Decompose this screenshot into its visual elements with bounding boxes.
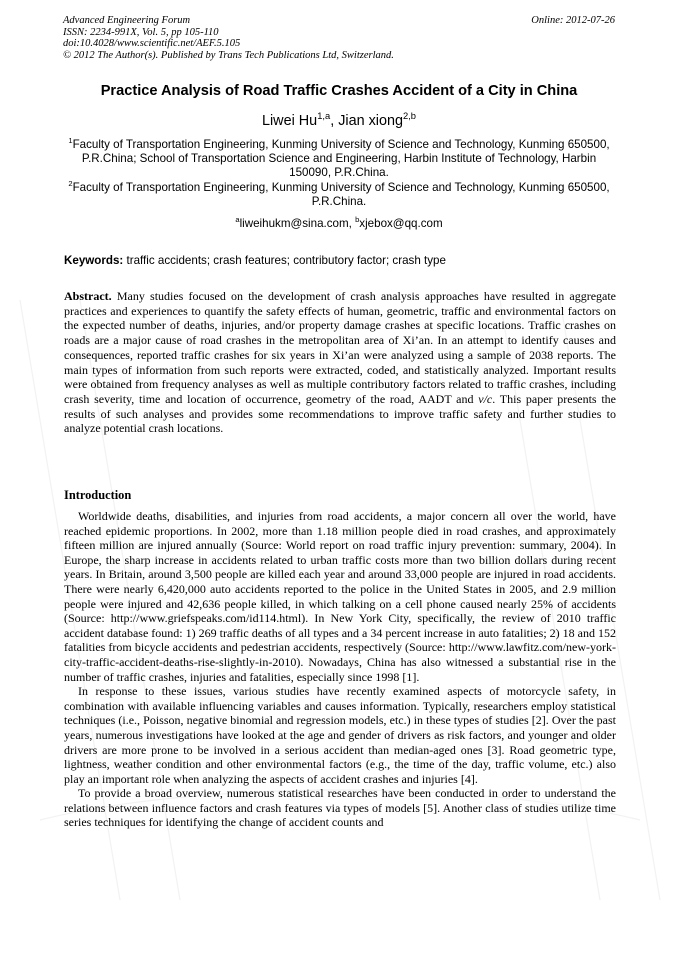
author-list: [40, 112, 638, 130]
author-emails: [64, 217, 614, 231]
journal-name: Advanced Engineering Forum: [63, 15, 191, 26]
author-name: Liwei Hu: [261, 113, 318, 129]
affiliation-text: Faculty of Transportation Engineering, Kunming University of Science and Technology, Kunming 650500, P.R.China.: [72, 181, 610, 209]
paragraph: Worldwide deaths, disabilities, and injuries from road accidents, a major concern all over the world, have reached epidemic proportions. In 2002, more than 1.18 million people died in road crashes, and approximately fifteen million are injured annually (Source: World report on road traffic injury prevention: summary, 2004). In Europe, the sharp increase in accidents related to urban traffic costs more than two billion dollars during recent years. In Britain, around 3,500 people are killed each year and around 33,000 people are injured in road accidents. There were nearly 6,420,000 auto accidents reported to the police in the United States in 2005, and 2.9 million people were injured and 42,636 people killed, in which talking on a cell phone caused nearly 25% of accidents (Source: http://www.griefspeaks.com/id114.html). In New York City, specifically, the review of 2010 traffic accident database found: 1) 269 traffic deaths of all types and a 34 percent increase in auto fatalities; 2) 18 and 152 fatalities from bicycle accidents and pedestrian accidents, respectively (Source: http://www.lawfitz.com/new-york-city-traffic-accident-deaths-rise-slightly-in-2010). Nowadays, China has also witnessed a substantial rise in the number of traffic crashes, injuries and fatalities, especially since 1998 [1].: [64, 509, 616, 684]
section-heading-introduction: Introduction: [64, 488, 132, 502]
email-marker: a: [235, 215, 240, 225]
affiliation-1: [64, 138, 614, 181]
paper-title: Practice Analysis of Road Traffic Crashes Accident of a City in China: [100, 83, 578, 99]
doi-line: doi:10.4028/www.scientific.net/AEF.5.105: [63, 38, 241, 49]
author-affiliation-marker: 1,a: [317, 111, 331, 122]
affiliation-text: Faculty of Transportation Engineering, Kunming University of Science and Technology, Kunming 650500, P.R.China; School of Transportation Science and Engineering, Harbin Institute of Technology, Harbin 150090, P.R.China.: [72, 138, 610, 180]
email-marker: b: [355, 215, 360, 225]
online-date: Online: 2012-07-26: [531, 15, 615, 26]
abstract: [64, 289, 616, 436]
affiliation-marker: 1: [68, 136, 73, 146]
paragraph: To provide a broad overview, numerous statistical researches have been conducted in order to understand the relations between influence factors and crash features via types of models [5]. Another class of studies utilize time series techniques for identifying the change of accident counts and: [64, 786, 616, 830]
journal-header: [63, 15, 615, 61]
email-separator: ,: [348, 217, 356, 230]
keywords-label: Keywords:: [64, 254, 124, 267]
abstract-italic-term: v/c: [478, 391, 493, 406]
abstract-text-end: . This paper presents the results of such analyses and provides some recommendations to improve traffic safety and further studies to analyze potential crash locations.: [64, 391, 617, 436]
email-address: xjebox@qq.com: [359, 217, 443, 230]
issn-line: ISSN: 2234-991X, Vol. 5, pp 105-110: [63, 26, 219, 38]
email-address: liweihukm@sina.com: [239, 217, 349, 230]
copyright-line: © 2012 The Author(s). Published by Trans Tech Publications Ltd, Switzerland.: [63, 49, 394, 61]
affiliation-marker: 2: [68, 179, 73, 189]
author-separator: ,: [330, 113, 339, 129]
introduction-body: [64, 509, 616, 830]
author-affiliation-marker: 2,b: [403, 111, 416, 122]
abstract-text: Many studies focused on the development of crash analysis approaches have resulted in aggregate practices and experiences to quantify the safety effects of human, geometric, traffic and environmental factors on the expected number of deaths, injuries, and/or property damage crashes at specific locations. Traffic crashes on roads are a major cause of road crashes in the metropolitan area of Xi’an. In an attempt to identify causes and consequences, reported traffic crashes for six years in Xi’an were analyzed using a sample of 2038 reports. The main types of information from such reports were extracted, coded, and statistically analyzed. Important results were obtained from frequency analyses as well as multiple contributory factors related to traffic crashes, including crash severity, time and location of occurrence, geometry of the road, AADT and: [64, 289, 617, 406]
paragraph: In response to these issues, various studies have recently examined aspects of motorcycle safety, in combination with available influencing variables and causes information. Typically, researchers employ statistical techniques (i.e., Poisson, negative binomial and regression models, etc.) in these types of studies [2]. Over the past years, numerous investigations have looked at the age and gender of drivers as risk factors, and younger and older drivers are more prone to be involved in a serious accident than median-aged ones [3]. Road geometric type, lightness, weather condition and other environmental factors (e.g., the time of the day, traffic volume, etc.) also play an important role when analyzing the aspects of accident crashes and injuries [4].: [64, 684, 616, 786]
keywords: [64, 254, 616, 268]
affiliation-2: [64, 181, 614, 209]
author-name: Jian xiong: [338, 113, 403, 129]
abstract-label: Abstract.: [64, 289, 112, 303]
keywords-text: traffic accidents; crash features; contributory factor; crash type: [126, 254, 446, 267]
